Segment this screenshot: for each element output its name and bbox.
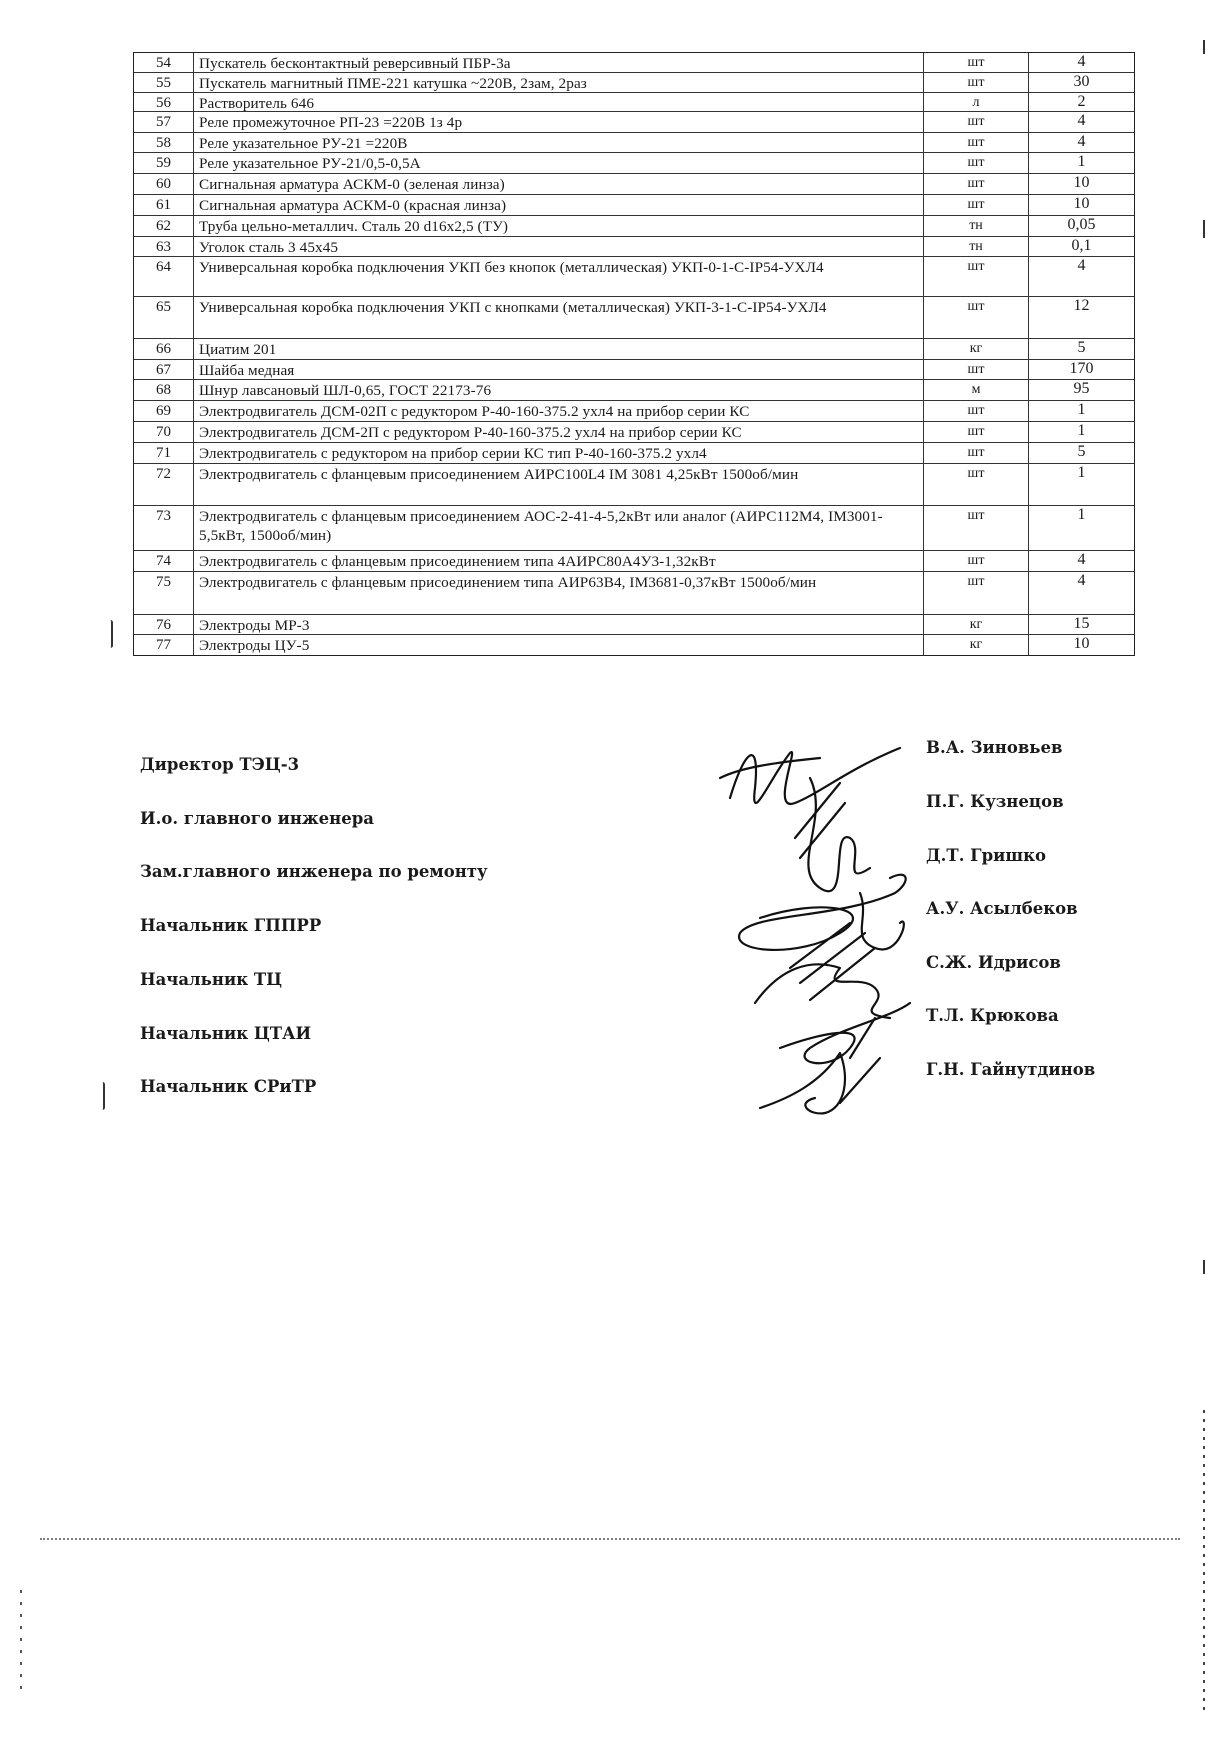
table-row [134,571,1134,614]
row-name: Растворитель 646 [194,93,924,111]
row-number: 65 [134,297,194,338]
signature-stroke [780,1003,910,1063]
row-unit: шт [924,112,1029,132]
scan-artifact [1203,40,1205,54]
table-row [134,421,1134,442]
scan-artifact [108,620,113,648]
row-qty: 4 [1077,53,1086,70]
scan-artifact [20,1590,22,1690]
table-row [134,53,1134,72]
row-qty: 10 [1073,635,1090,652]
signer-name: А.У. Асылбеков [926,899,1078,918]
row-unit: кг [924,635,1029,655]
row-qty: 170 [1069,360,1094,377]
row-name: Реле промежуточное РП-23 =220В 1з 4р [194,112,924,132]
row-number: 71 [134,443,194,463]
row-qty: 0,1 [1071,237,1092,254]
row-name: Реле указательное РУ-21/0,5-0,5А [194,153,924,173]
row-number: 77 [134,635,194,655]
row-unit: кг [924,615,1029,634]
table-row [134,72,1134,92]
row-unit: шт [924,572,1029,614]
row-name: Электроды ЦУ-5 [194,635,924,655]
signer-name: Г.Н. Гайнутдинов [926,1060,1096,1079]
row-name: Электродвигатель ДСМ-2П с редуктором Р-40-160-375.2 ухл4 на прибор серии КС [194,422,924,442]
row-qty: 1 [1077,506,1086,523]
row-number: 61 [134,195,194,215]
row-name: Труба цельно-металлич. Сталь 20 d16x2,5 (ТУ) [194,216,924,236]
row-name: Пускатель магнитный ПМЕ-221 катушка ~220В, 2зам, 2раз [194,73,924,92]
signer-name: Т.Л. Крюкова [926,1006,1059,1025]
scan-artifact [1203,220,1205,238]
row-name: Пускатель бесконтактный реверсивный ПБР-3а [194,53,924,72]
signature-stroke [720,758,820,778]
row-number: 64 [134,257,194,296]
row-name: Реле указательное РУ-21 =220В [194,133,924,152]
signature-stroke [739,875,906,950]
row-name: Сигнальная арматура АСКМ-0 (зеленая линза) [194,174,924,194]
signer-role: Начальник ГППРР [140,916,322,935]
table-row [134,442,1134,463]
signer-role: Зам.главного инженера по ремонту [140,862,488,881]
row-number: 72 [134,464,194,505]
row-qty: 5 [1077,443,1086,460]
table-row [134,92,1134,111]
row-qty: 95 [1073,380,1090,397]
row-number: 70 [134,422,194,442]
table-row [134,173,1134,194]
table-row [134,194,1134,215]
signer-name: С.Ж. Идрисов [926,953,1061,972]
row-qty: 4 [1077,551,1086,568]
row-qty: 4 [1077,112,1086,129]
table-row [134,634,1134,655]
signer-role: Начальник СРиТР [140,1077,317,1096]
signature-stroke [860,893,904,949]
table-row [134,400,1134,421]
row-number: 68 [134,380,194,400]
scan-dotted-line [40,1538,1180,1544]
row-unit: шт [924,195,1029,215]
scan-artifact [1203,1410,1205,1710]
signer-name: В.А. Зиновьев [926,738,1063,757]
signature-stroke [808,778,870,891]
row-unit: кг [924,339,1029,359]
row-number: 76 [134,615,194,634]
row-name: Уголок сталь 3 45х45 [194,237,924,256]
table-row [134,505,1134,550]
row-unit: тн [924,216,1029,236]
signer-role: Начальник ЦТАИ [140,1024,312,1043]
table-row [134,236,1134,256]
row-name: Универсальная коробка подключения УКП с кнопками (металлическая) УКП-3-1-С-IP54-УХЛ4 [194,297,924,338]
row-unit: шт [924,297,1029,338]
row-number: 75 [134,572,194,614]
row-name: Электродвигатель с редуктором на прибор серии КС тип Р-40-160-375.2 ухл4 [194,443,924,463]
table-row [134,152,1134,173]
row-name: Сигнальная арматура АСКМ-0 (красная линза) [194,195,924,215]
row-unit: шт [924,422,1029,442]
row-unit: шт [924,360,1029,379]
signer-name: Д.Т. Гришко [926,846,1047,865]
row-qty: 1 [1077,422,1086,439]
scan-artifact [1203,1260,1205,1274]
row-qty: 1 [1077,153,1086,170]
row-number: 67 [134,360,194,379]
row-unit: м [924,380,1029,400]
signature-stroke [760,1053,845,1113]
row-number: 69 [134,401,194,421]
row-name: Электроды МР-3 [194,615,924,634]
row-qty: 4 [1077,257,1086,274]
row-name: Шайба медная [194,360,924,379]
table-row [134,215,1134,236]
row-qty: 1 [1077,401,1086,418]
row-unit: шт [924,443,1029,463]
row-qty: 30 [1073,73,1090,90]
row-unit: шт [924,73,1029,92]
row-qty: 2 [1077,93,1086,110]
row-qty: 5 [1077,339,1086,356]
row-number: 54 [134,53,194,72]
row-unit: шт [924,551,1029,571]
row-qty: 12 [1073,297,1090,314]
row-name: Циатим 201 [194,339,924,359]
row-unit: шт [924,506,1029,550]
row-unit: шт [924,133,1029,152]
materials-table [133,52,1135,656]
row-name: Электродвигатель с фланцевым присоединением АИРС100L4 IM 3081 4,25кВт 1500об/мин [194,464,924,505]
row-unit: шт [924,53,1029,72]
signature-stroke [790,923,875,1000]
table-row [134,379,1134,400]
row-name: Электродвигатель с фланцевым присоединением типа АИР63В4, IM3681-0,37кВт 1500об/мин [194,572,924,614]
handwritten-signatures [700,718,960,1138]
row-number: 60 [134,174,194,194]
row-name: Универсальная коробка подключения УКП без кнопок (металлическая) УКП-0-1-С-IP54-УХЛ4 [194,257,924,296]
row-unit: л [924,93,1029,111]
table-row [134,614,1134,634]
row-number: 62 [134,216,194,236]
signature-stroke [795,783,845,858]
row-qty: 4 [1077,133,1086,150]
signer-name: П.Г. Кузнецов [926,792,1064,811]
signer-role: И.о. главного инженера [140,809,374,828]
row-number: 57 [134,112,194,132]
row-qty: 1 [1077,464,1086,481]
row-unit: шт [924,257,1029,296]
table-row [134,338,1134,359]
table-row [134,359,1134,379]
row-unit: шт [924,464,1029,505]
signer-role: Начальник ТЦ [140,970,283,989]
row-number: 73 [134,506,194,550]
signer-role: Директор ТЭЦ-3 [140,755,300,774]
row-unit: шт [924,401,1029,421]
table-row [134,550,1134,571]
row-number: 56 [134,93,194,111]
row-number: 55 [134,73,194,92]
row-name: Электродвигатель с фланцевым присоединением типа 4АИРС80А4У3-1,32кВт [194,551,924,571]
table-row [134,111,1134,132]
row-name: Электродвигатель ДСМ-02П с редуктором Р-40-160-375.2 ухл4 на прибор серии КС [194,401,924,421]
row-unit: шт [924,174,1029,194]
row-unit: шт [924,153,1029,173]
row-qty: 10 [1073,195,1090,212]
row-number: 58 [134,133,194,152]
row-unit: тн [924,237,1029,256]
table-row [134,132,1134,152]
row-qty: 0,05 [1067,216,1096,233]
row-name: Шнур лавсановый ШЛ-0,65, ГОСТ 22173-76 [194,380,924,400]
table-row [134,296,1134,338]
row-qty: 10 [1073,174,1090,191]
row-number: 63 [134,237,194,256]
table-row [134,463,1134,505]
scan-artifact [100,1082,105,1110]
row-number: 59 [134,153,194,173]
row-qty: 4 [1077,572,1086,589]
table-row [134,256,1134,296]
row-number: 66 [134,339,194,359]
row-name: Электродвигатель с фланцевым присоединением АОС-2-41-4-5,2кВт или аналог (АИРС112М4, IM3001-5,5кВт, 1500об/мин) [194,506,924,550]
row-qty: 15 [1073,615,1090,632]
row-number: 74 [134,551,194,571]
